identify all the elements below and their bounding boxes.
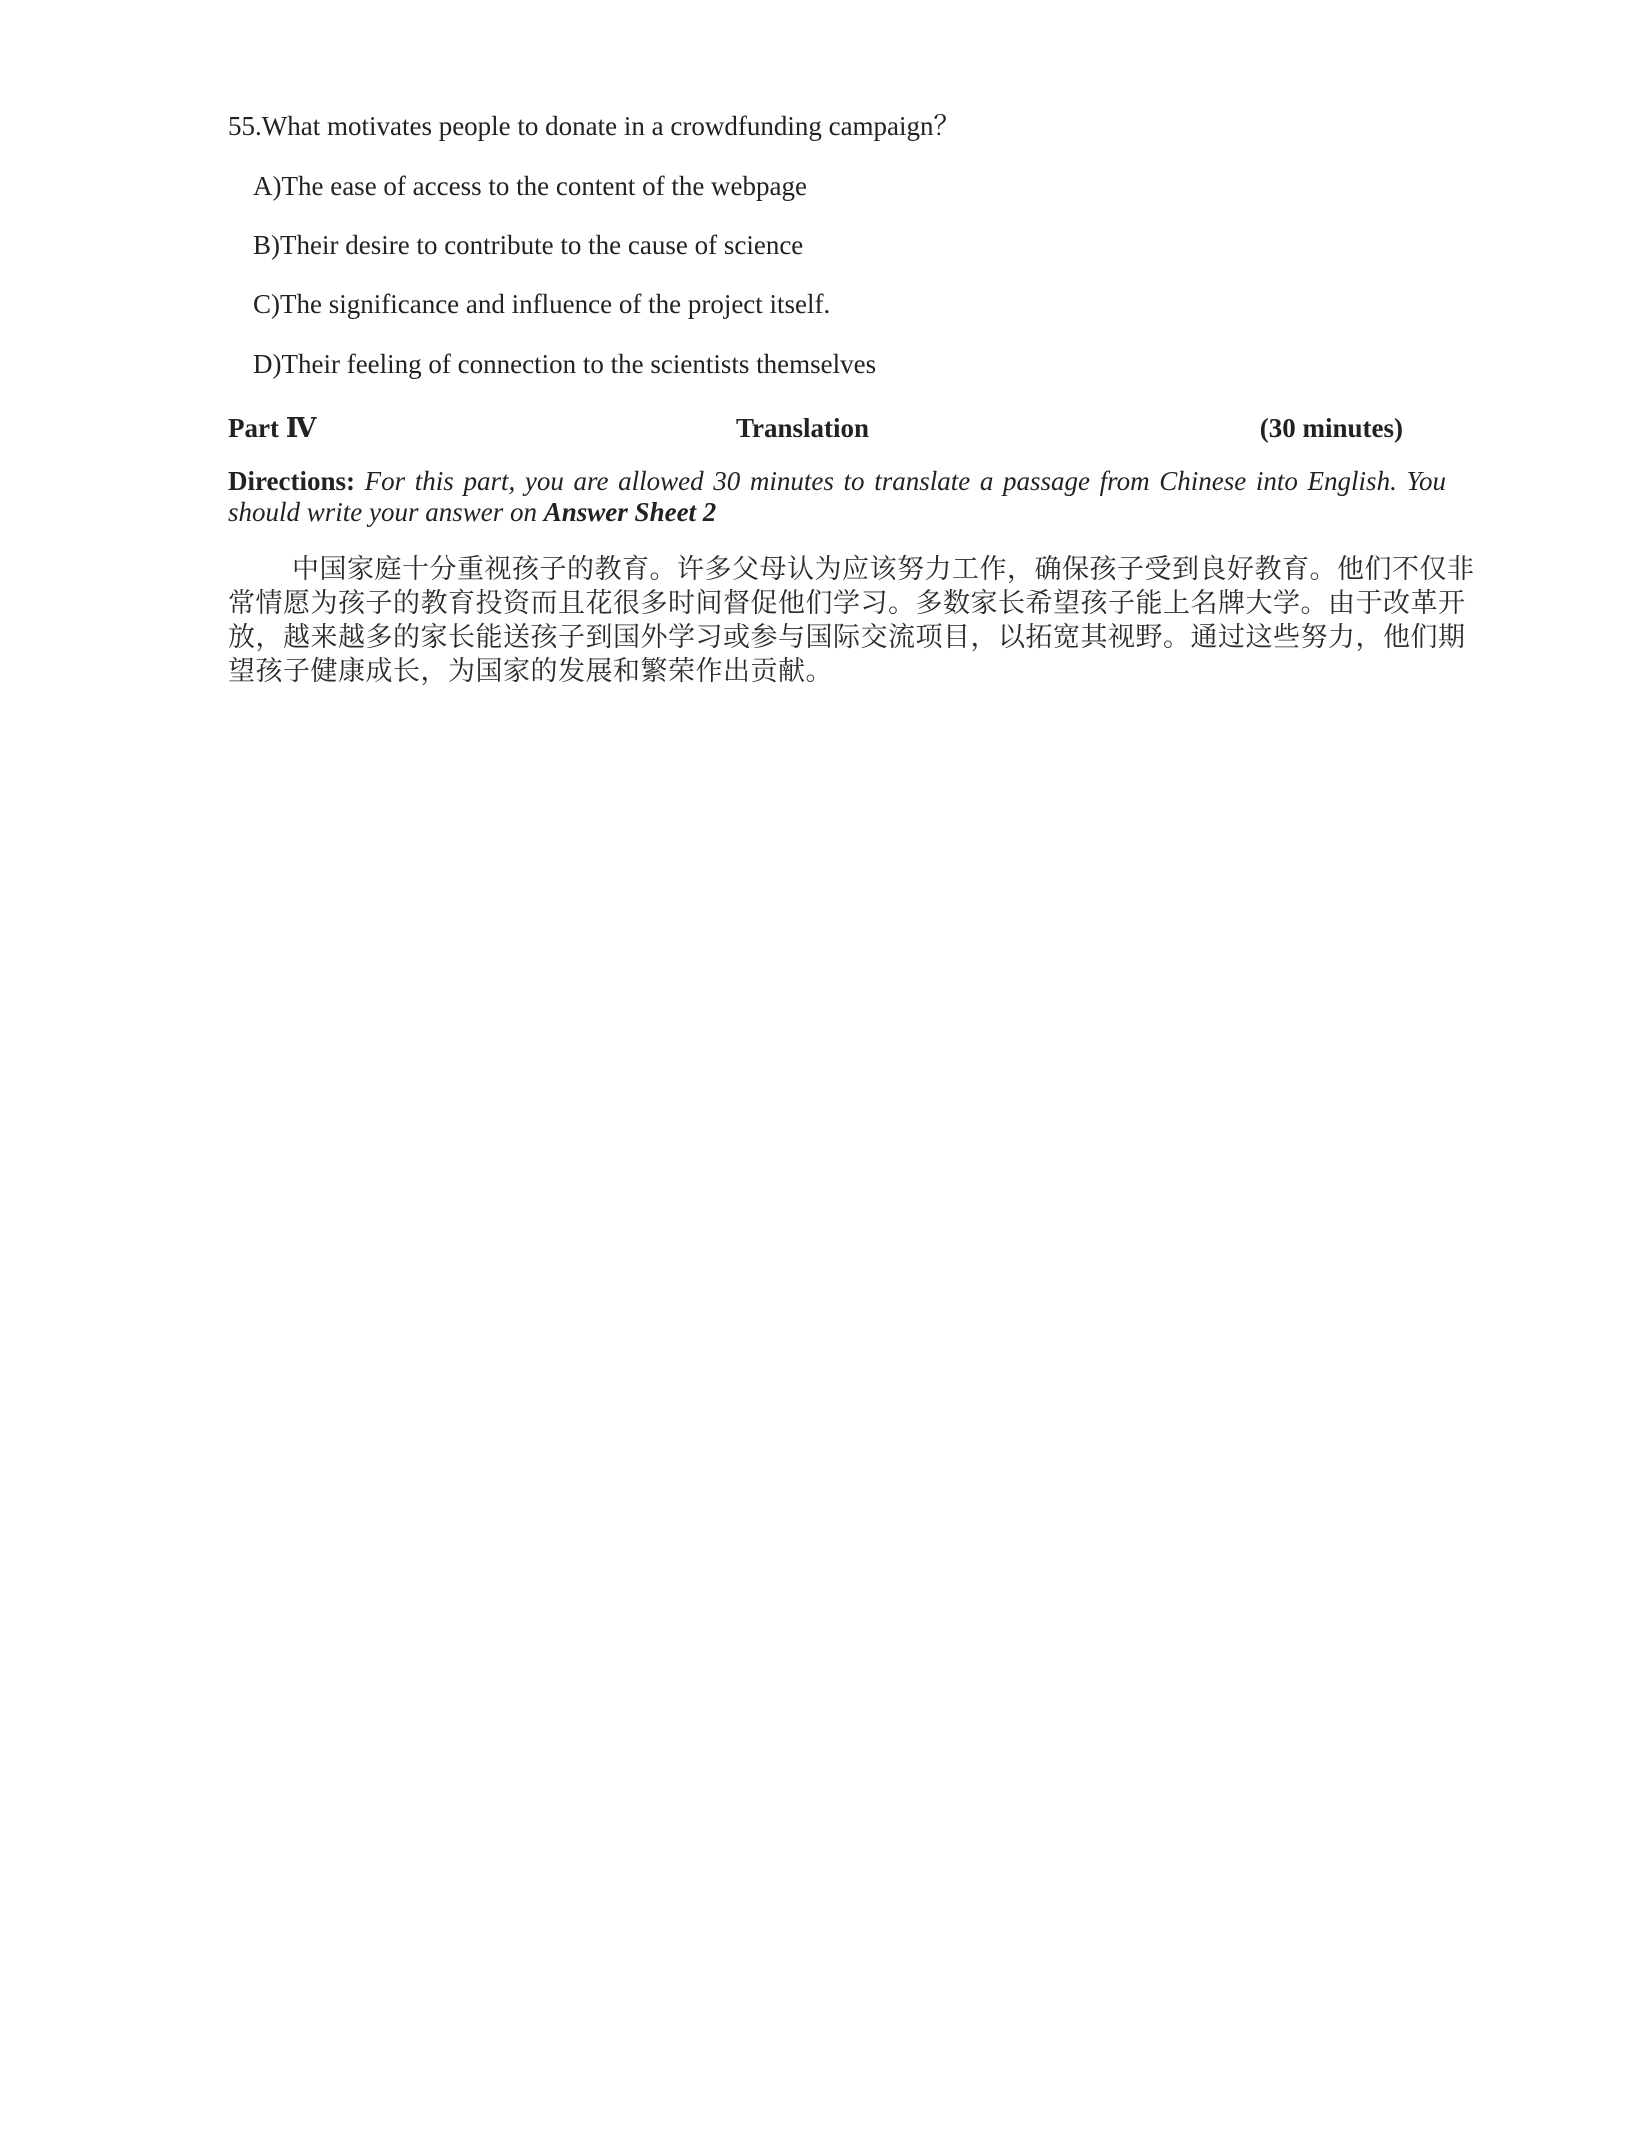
option-a: A)The ease of access to the content of the webpage (253, 171, 808, 201)
answer-sheet-label: Answer Sheet 2 (543, 497, 717, 527)
directions-label: Directions: (228, 466, 355, 496)
option-b: B)Their desire to contribute to the cause of science (253, 230, 804, 260)
directions (228, 466, 1446, 528)
part-header (228, 410, 1403, 446)
part-number: Part Ⅳ (228, 413, 317, 443)
directions-text: For this part, you are allowed 30 minutes to translate a passage from Chinese into English. You should write your answer on (228, 466, 1446, 527)
translation-passage: 中国家庭十分重视孩子的教育。许多父母认为应该努力工作，确保孩子受到良好教育。他们不仅非常情愿为孩子的教育投资而且花很多时间督促他们学习。多数家长希望孩子能上名牌大学。由于改革开放，越来越多的家长能送孩子到国外学习或参与国际交流项目，以拓宽其视野。通过这些努力，他们期望孩子健康成长，为国家的发展和繁荣作出贡献。 (228, 554, 1475, 687)
question-55: 55.What motivates people to donate in a crowdfunding campaign？ (228, 111, 961, 141)
option-c: C)The significance and influence of the project itself. (253, 289, 831, 319)
part-title: Translation (736, 413, 870, 443)
option-d: D)Their feeling of connection to the scientists themselves (253, 349, 877, 379)
part-time: (30 minutes) (1259, 413, 1403, 443)
